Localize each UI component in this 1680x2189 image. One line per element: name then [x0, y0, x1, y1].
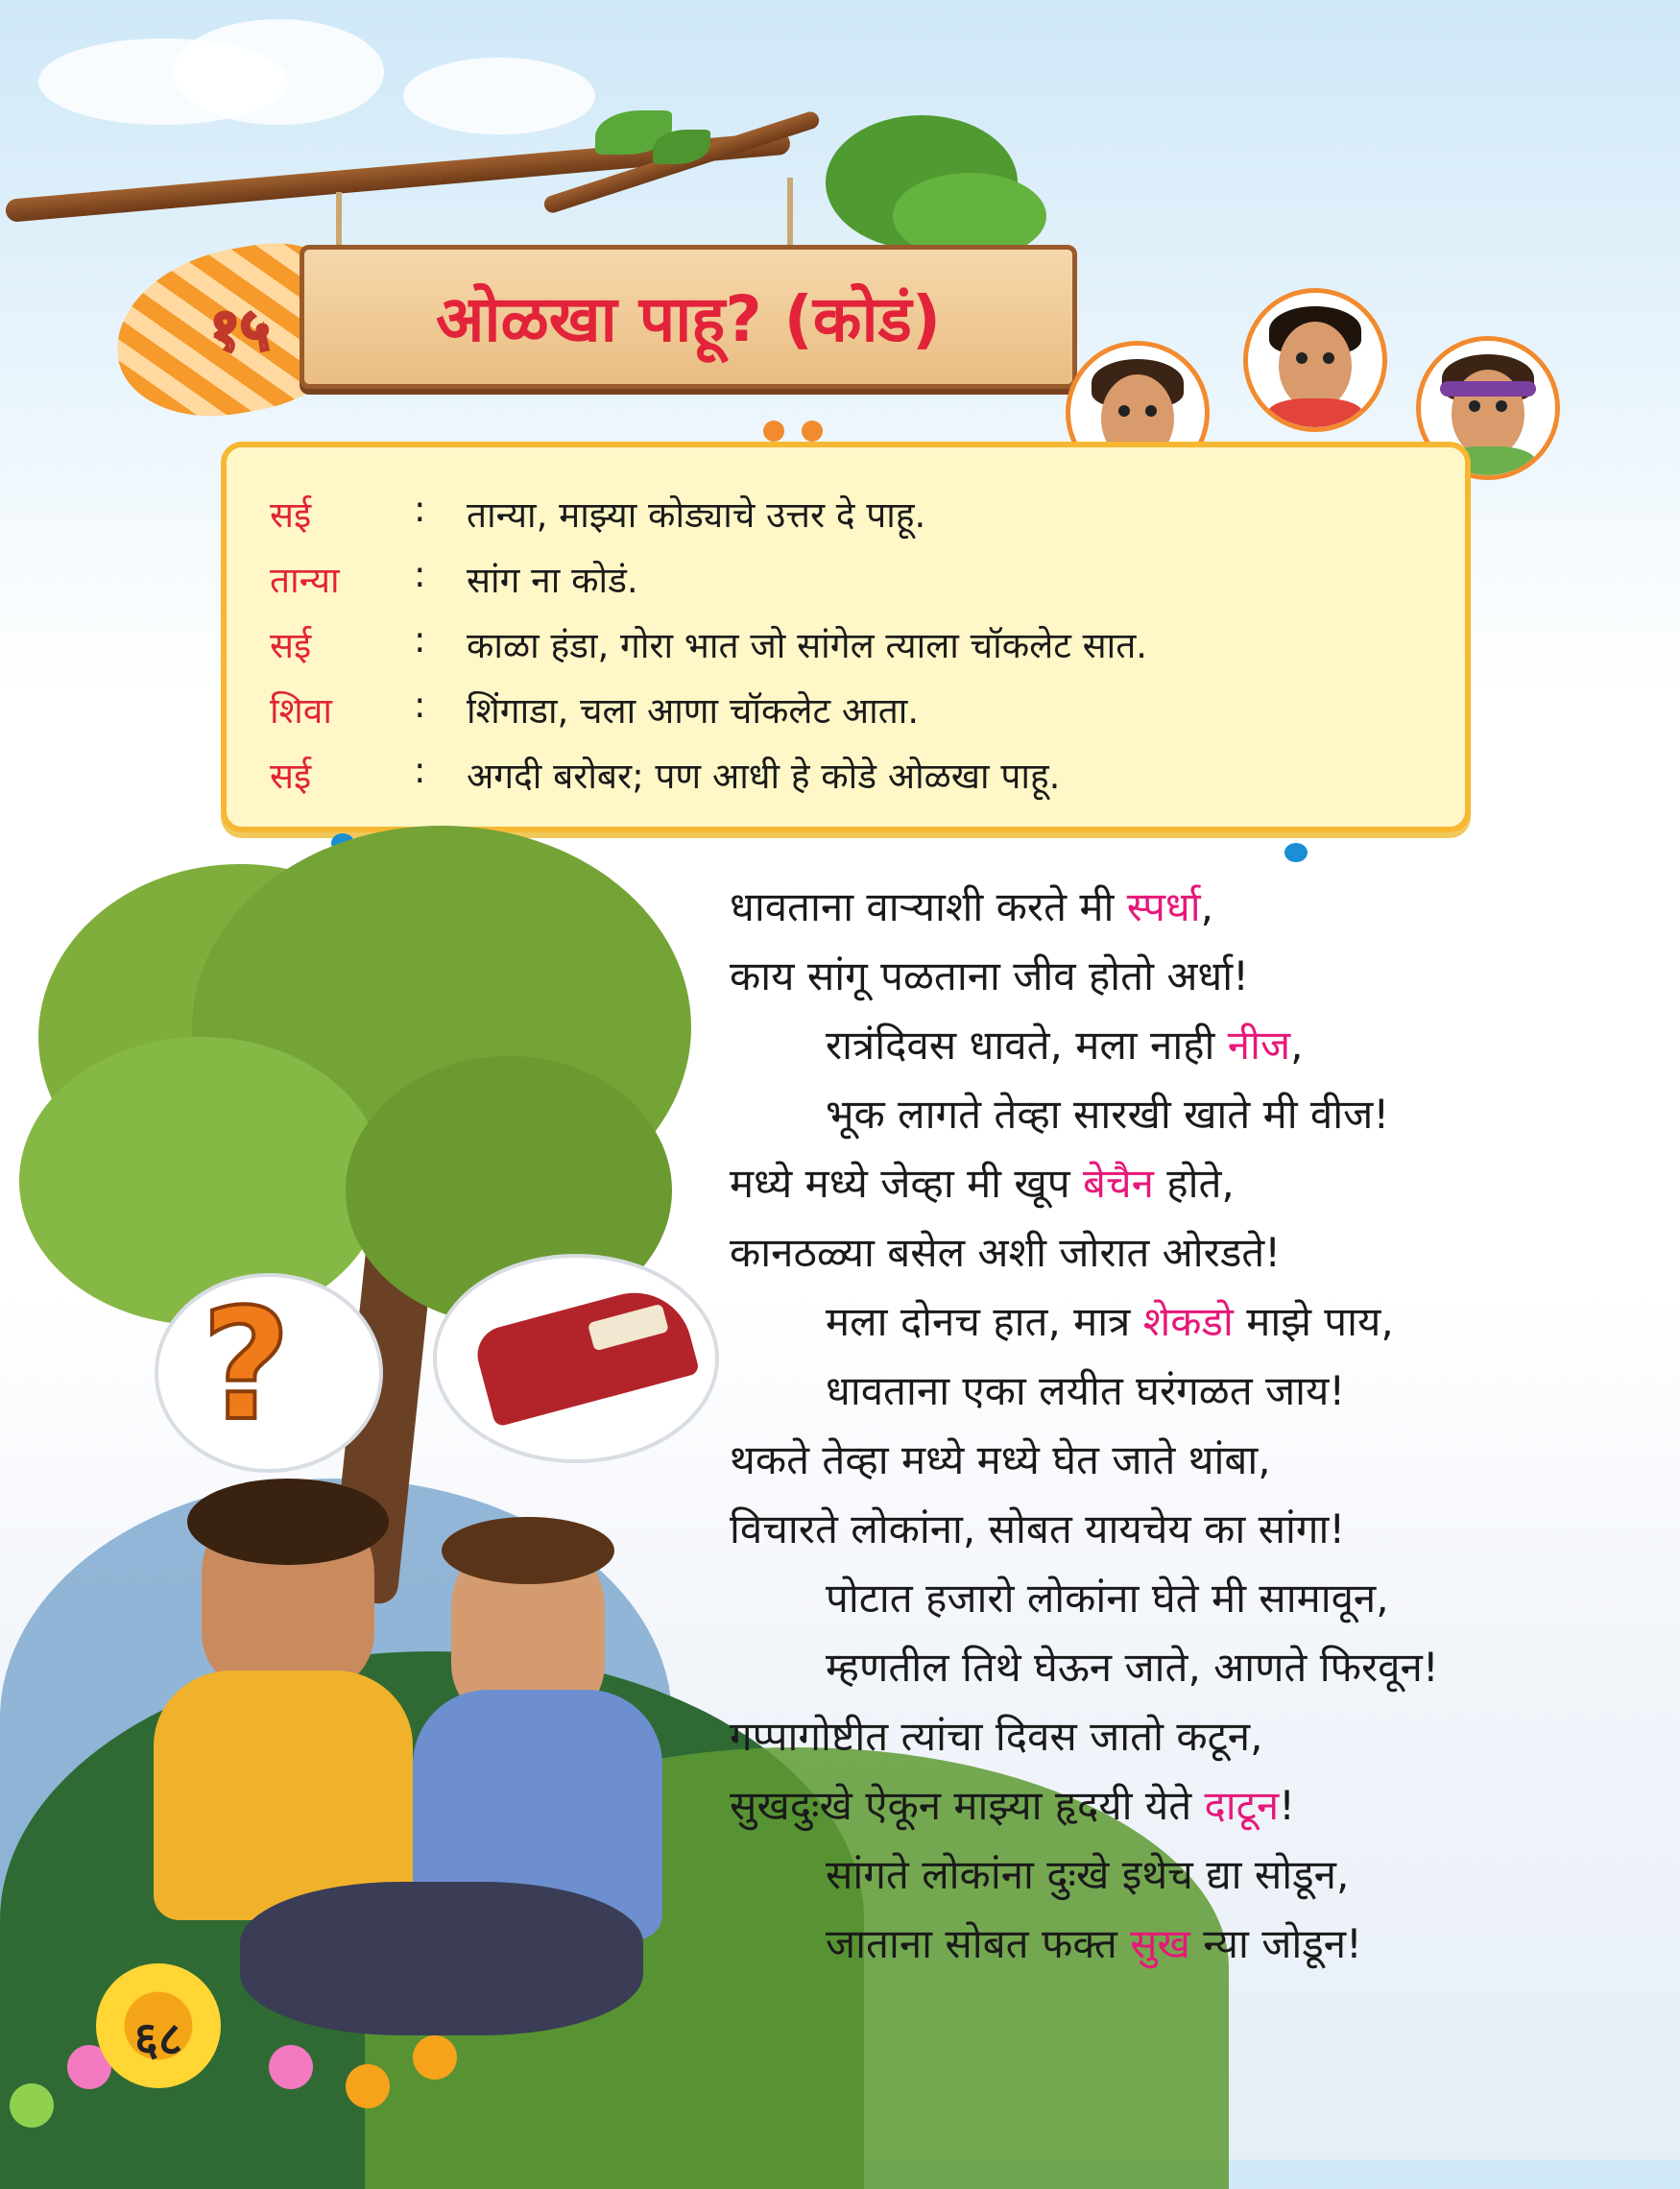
page-number: ६८ [134, 2012, 182, 2066]
poem-highlight: स्पर्धा [1126, 883, 1201, 930]
poem-line [730, 1431, 1271, 1486]
poem-line [826, 1915, 1362, 1970]
poem-text: रात्रंदिवस धावते, मला नाही [826, 1022, 1228, 1069]
poem-line [826, 1362, 1345, 1417]
avatar-girl [1243, 288, 1387, 432]
flower [269, 2045, 313, 2089]
dialogue-row [270, 750, 1060, 799]
poem-text: काय सांगू पळताना जीव होतो अर्धा! [730, 952, 1249, 999]
poem-text: होते, [1153, 1160, 1235, 1207]
poem-line [730, 1777, 1295, 1832]
rope [787, 178, 793, 250]
dialogue-colon: : [414, 750, 426, 791]
poem-line [730, 1501, 1345, 1555]
dialogue-line: अगदी बरोबर; पण आधी हे कोडे ओळखा पाहू. [467, 756, 1061, 797]
poem-text: म्हणतील तिथे घेऊन जाते, आणते फिरवून! [826, 1644, 1439, 1691]
page-title: ओळखा पाहू? (कोडं) [435, 282, 942, 356]
poem-line [826, 1293, 1394, 1348]
dialogue-row [270, 685, 919, 734]
cloud [403, 58, 595, 134]
rope [336, 192, 342, 250]
dialogue-line: सांग ना कोडं. [467, 560, 638, 601]
dialogue-colon: : [414, 619, 426, 661]
poem-text: विचारते लोकांना, सोबत यायचेय का सांगा! [730, 1505, 1346, 1552]
flower [10, 2083, 54, 2128]
poem-text: भूक लागते तेव्हा सारखी खाते मी वीज! [826, 1091, 1390, 1138]
avatar-eye [1118, 405, 1130, 417]
boy-thinking-hair [442, 1517, 614, 1584]
poem-line [826, 1846, 1349, 1901]
dialogue-row [270, 619, 1147, 668]
poem-highlight: बेचैन [1082, 1160, 1154, 1207]
lesson-number: १५ [209, 297, 271, 364]
poem-highlight: नीज [1227, 1022, 1291, 1069]
thought-bubble-question [158, 1277, 379, 1469]
rock [240, 1882, 643, 2035]
speaker-name: सई [270, 625, 312, 666]
avatar-headband [1440, 381, 1536, 397]
avatar-eye [1323, 352, 1334, 364]
poem-line [826, 1639, 1439, 1694]
decorative-dot [1284, 843, 1308, 862]
poem-text: धावताना वाऱ्याशी करते मी [730, 883, 1127, 930]
avatar-eye [1496, 400, 1507, 412]
poem-text: जाताना सोबत फक्त [826, 1920, 1131, 1967]
poem-text: पोटात हजारो लोकांना घेते मी सामावून, [826, 1575, 1389, 1622]
poem-line [826, 1017, 1303, 1071]
poem-text: धावताना एका लयीत घरंगळत जाय! [826, 1367, 1346, 1414]
poem-text: माझे पाय, [1233, 1298, 1394, 1345]
decorative-dot [802, 421, 823, 442]
poem-text: न्या जोडून! [1189, 1920, 1362, 1967]
title-board [300, 245, 1077, 389]
dialogue-row [270, 489, 925, 538]
poem-text: सांगते लोकांना दुःखे इथेच द्या सोडून, [826, 1851, 1350, 1898]
decorative-dot [763, 421, 784, 442]
poem-text: थकते तेव्हा मध्ये मध्ये घेत जाते थांबा, [730, 1436, 1271, 1483]
poem-highlight: शेकडो [1142, 1298, 1234, 1345]
poem-text: ! [1279, 1782, 1295, 1829]
flower [346, 2064, 390, 2108]
avatar-shirt [1267, 398, 1363, 432]
dialogue-box [221, 442, 1471, 832]
boy-curly-hair [187, 1479, 389, 1565]
speaker-name: शिवा [270, 690, 332, 732]
poem-line [826, 1086, 1389, 1141]
poem-line [730, 878, 1213, 933]
avatar-eye [1296, 352, 1308, 364]
poem-text: मध्ये मध्ये जेव्हा मी खूप [730, 1160, 1083, 1207]
poem-text: , [1290, 1022, 1304, 1069]
poem-text: कानठळ्या बसेल अशी जोरात ओरडते! [730, 1229, 1282, 1276]
speaker-name: सई [270, 494, 312, 536]
poem-line [730, 1224, 1281, 1279]
avatar-eye [1145, 405, 1157, 417]
dialogue-colon: : [414, 685, 426, 726]
poem-text: सुखदुःखे ऐकून माझ्या हृदयी येते [730, 1782, 1205, 1829]
speaker-name: तान्या [270, 560, 340, 601]
flower [413, 2035, 457, 2080]
poem-line [730, 1708, 1262, 1763]
poem-line [826, 1570, 1389, 1624]
speaker-name: सई [270, 756, 312, 797]
poem-text: मला दोनच हात, मात्र [826, 1298, 1143, 1345]
poem-highlight: सुख [1130, 1920, 1190, 1967]
dialogue-row [270, 554, 638, 603]
avatar-eye [1469, 400, 1480, 412]
poem-line [730, 1155, 1235, 1210]
dialogue-line: तान्या, माझ्या कोड्याचे उत्तर दे पाहू. [467, 494, 926, 536]
poem-text: , [1200, 883, 1213, 930]
dialogue-line: काळा हंडा, गोरा भात जो सांगेल त्याला चॉकलेट सात. [467, 625, 1148, 666]
dialogue-colon: : [414, 489, 426, 530]
poem-line [730, 948, 1249, 1002]
train-window [588, 1304, 669, 1352]
dialogue-colon: : [414, 554, 426, 595]
poem-highlight: दाटून [1204, 1782, 1280, 1829]
dialogue-line: शिंगाडा, चला आणा चॉकलेट आता. [467, 690, 920, 732]
question-mark-icon: ? [202, 1275, 291, 1455]
avatar-face [1279, 322, 1352, 410]
cloud [173, 19, 384, 125]
poem-text: गप्पागोष्टीत त्यांचा दिवस जातो कटून, [730, 1713, 1263, 1760]
